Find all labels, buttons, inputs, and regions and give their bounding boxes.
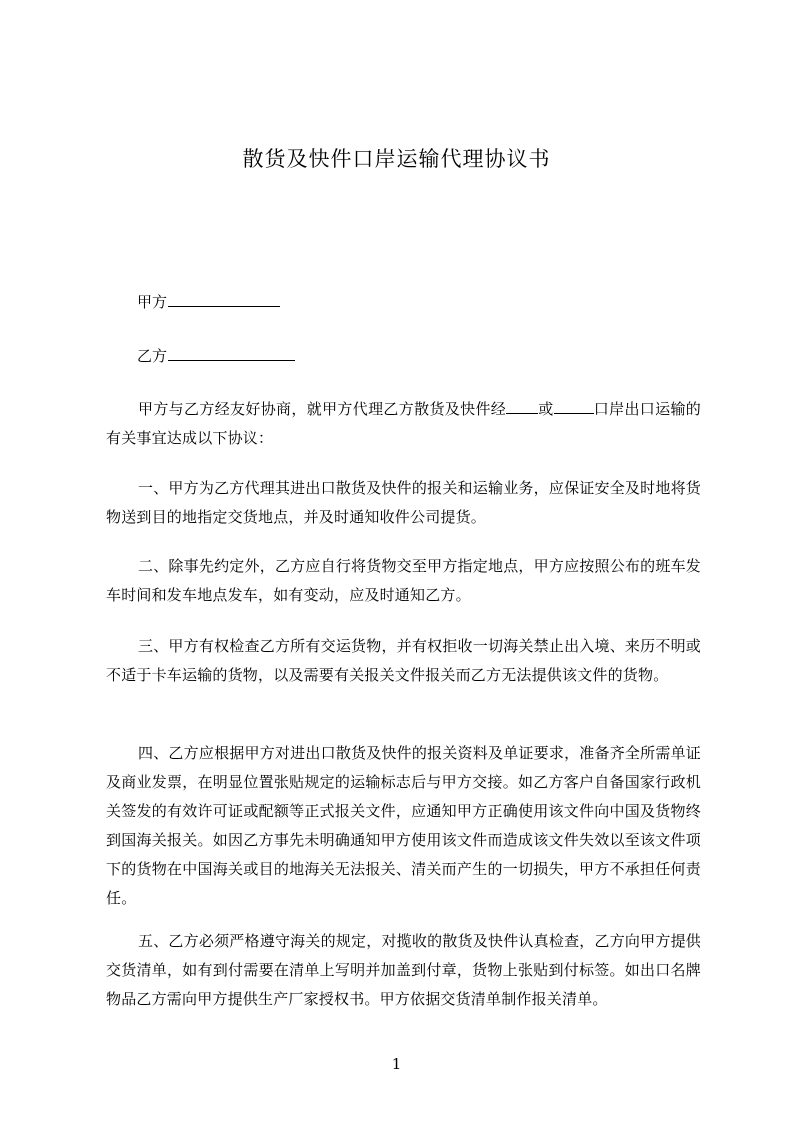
party-a-field	[137, 291, 280, 312]
port-blank-1	[506, 399, 538, 414]
intro-paragraph	[106, 395, 701, 453]
clause-5: 五、乙方必须严格遵守海关的规定，对揽收的散货及快件认真检查，乙方向甲方提供交货清单，如有到付需要在清单上写明并加盖到付章，货物上张贴到付标签。如出口名牌物品乙方需向甲方提供生产厂家授权书。甲方依据交货清单制作报关清单。	[106, 932, 701, 1008]
page-number: 1	[391, 1055, 402, 1073]
clause-3: 三、甲方有权检查乙方所有交运货物，并有权拒收一切海关禁止出入境、来历不明或不适于卡车运输的货物，以及需要有关报关文件报关而乙方无法提供该文件的货物。	[106, 637, 701, 684]
document-title: 散货及快件口岸运输代理协议书	[242, 147, 551, 171]
intro-text-3: 口岸出口运输的有关事宜达成以下协议：	[106, 400, 701, 447]
clause-4: 四、乙方应根据甲方对进出口散货及快件的报关资料及单证要求，准备齐全所需单证及商业发票，在明显位置张贴规定的运输标志后与甲方交接。如乙方客户自备国家行政机关签发的有效许可证或配额等正式报关文件，应通知甲方正确使用该文件向中国及货物终到国海关报关。如因乙方事先未明确通知甲方使用该文件而造成该文件失效以至该文件项下的货物在中国海关或目的地海关无法报关、清关而产生的一切损失，甲方不承担任何责任。	[106, 744, 701, 907]
clause-1: 一、甲方为乙方代理其进出口散货及快件的报关和运输业务，应保证安全及时地将货物送到目的地指定交货地点，并及时通知收件公司提货。	[106, 479, 701, 526]
port-blank-2	[554, 399, 594, 414]
party-b-blank	[168, 346, 295, 361]
intro-text-2: 或	[538, 400, 554, 418]
party-b-label: 乙方	[137, 347, 168, 365]
intro-text-1: 甲方与乙方经友好协商，就甲方代理乙方散货及快件经	[138, 400, 507, 418]
party-a-label: 甲方	[137, 293, 168, 311]
clause-2: 二、除事先约定外，乙方应自行将货物交至甲方指定地点，甲方应按照公布的班车发车时间和发车地点发车，如有变动，应及时通知乙方。	[106, 557, 701, 604]
party-a-blank	[168, 292, 280, 307]
party-b-field	[137, 345, 295, 366]
